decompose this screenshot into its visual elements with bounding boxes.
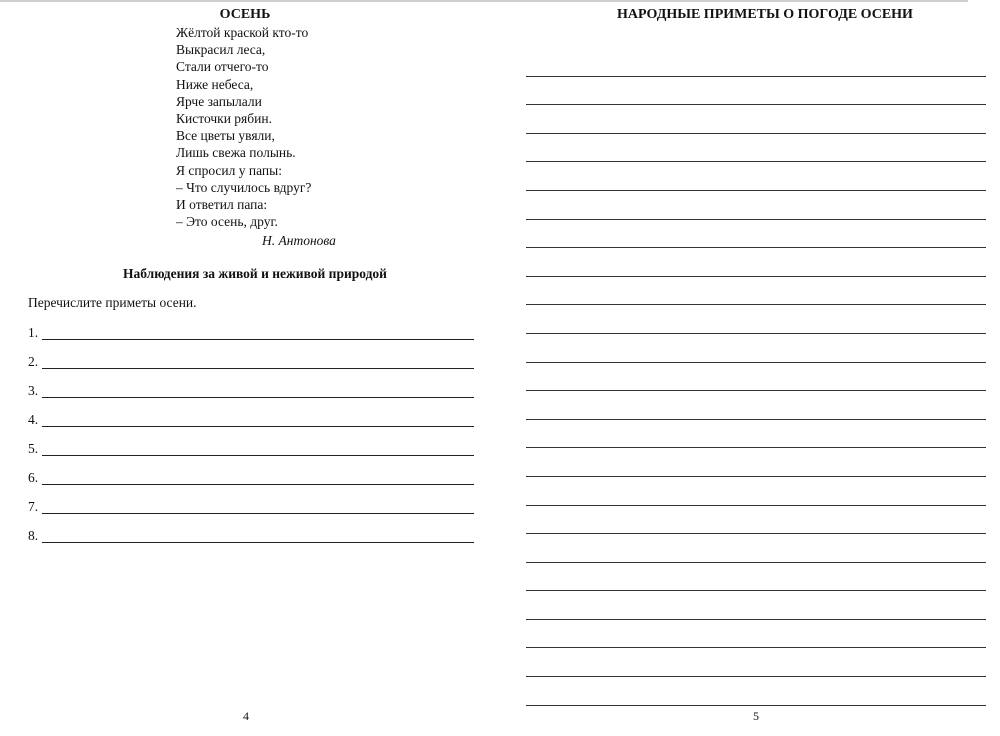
writing-line[interactable] bbox=[526, 648, 986, 677]
answer-item bbox=[28, 440, 478, 469]
answer-number: 1. bbox=[28, 325, 39, 340]
writing-line[interactable] bbox=[526, 191, 986, 220]
writing-line[interactable] bbox=[526, 620, 986, 649]
answer-item bbox=[28, 353, 478, 382]
poem-line: Все цветы увяли, bbox=[176, 128, 275, 144]
poem-author: Н. Антонова bbox=[262, 233, 336, 248]
poem-line: Кисточки рябин. bbox=[176, 110, 272, 126]
answer-blank-line[interactable] bbox=[42, 513, 474, 514]
answer-item bbox=[28, 382, 478, 411]
poem-line: И ответил папа: bbox=[176, 196, 268, 212]
writing-line[interactable] bbox=[526, 48, 986, 77]
answer-blank-line[interactable] bbox=[42, 339, 474, 340]
answer-list bbox=[28, 324, 478, 556]
answer-number: 5. bbox=[28, 441, 39, 456]
answer-blank-line[interactable] bbox=[42, 484, 474, 485]
answer-blank-line[interactable] bbox=[42, 368, 474, 369]
poem-line: Ниже небеса, bbox=[176, 76, 254, 92]
page-title: НАРОДНЫЕ ПРИМЕТЫ О ПОГОДЕ ОСЕНИ bbox=[617, 7, 913, 22]
answer-number: 8. bbox=[28, 528, 39, 543]
poem-line: Жёлтой краской кто-то bbox=[176, 25, 309, 40]
answer-blank-line[interactable] bbox=[42, 397, 474, 398]
answer-item bbox=[28, 498, 478, 527]
right-page bbox=[500, 0, 1000, 736]
answer-item bbox=[28, 469, 478, 498]
answer-number: 4. bbox=[28, 412, 39, 427]
writing-line[interactable] bbox=[526, 77, 986, 106]
writing-line[interactable] bbox=[526, 477, 986, 506]
answer-item bbox=[28, 527, 478, 556]
writing-line[interactable] bbox=[526, 305, 986, 334]
poem-title: ОСЕНЬ bbox=[219, 7, 271, 22]
section-heading: Наблюдения за живой и неживой природой bbox=[123, 266, 387, 281]
writing-line[interactable] bbox=[526, 277, 986, 306]
writing-line[interactable] bbox=[526, 220, 986, 249]
writing-line[interactable] bbox=[526, 534, 986, 563]
writing-line[interactable] bbox=[526, 134, 986, 163]
poem-line: Ярче запылали bbox=[176, 93, 262, 109]
poem-line: Я спросил у папы: bbox=[176, 162, 282, 178]
writing-lines bbox=[526, 48, 986, 706]
writing-line[interactable] bbox=[526, 448, 986, 477]
writing-line[interactable] bbox=[526, 363, 986, 392]
page-number: 4 bbox=[243, 709, 249, 723]
writing-line[interactable] bbox=[526, 105, 986, 134]
poem-line: – Что случилось вдруг? bbox=[176, 179, 312, 195]
writing-line[interactable] bbox=[526, 248, 986, 277]
answer-number: 2. bbox=[28, 354, 39, 369]
writing-line[interactable] bbox=[526, 591, 986, 620]
writing-line[interactable] bbox=[526, 420, 986, 449]
answer-blank-line[interactable] bbox=[42, 426, 474, 427]
answer-item bbox=[28, 411, 478, 440]
writing-line[interactable] bbox=[526, 334, 986, 363]
answer-blank-line[interactable] bbox=[42, 455, 474, 456]
answer-number: 7. bbox=[28, 499, 39, 514]
writing-line[interactable] bbox=[526, 506, 986, 535]
poem-line: Выкрасил леса, bbox=[176, 42, 266, 58]
poem-text bbox=[176, 24, 476, 230]
writing-line[interactable] bbox=[526, 162, 986, 191]
answer-number: 3. bbox=[28, 383, 39, 398]
writing-line[interactable] bbox=[526, 391, 986, 420]
task-instruction: Перечислите приметы осени. bbox=[28, 295, 197, 310]
poem-line: Стали отчего-то bbox=[176, 59, 269, 75]
writing-line[interactable] bbox=[526, 563, 986, 592]
answer-number: 6. bbox=[28, 470, 39, 485]
poem-line: Лишь свежа полынь. bbox=[176, 145, 296, 161]
writing-line[interactable] bbox=[526, 677, 986, 706]
answer-blank-line[interactable] bbox=[42, 542, 474, 543]
poem-line: – Это осень, друг. bbox=[176, 214, 278, 230]
page-number: 5 bbox=[753, 709, 759, 723]
answer-item bbox=[28, 324, 478, 353]
